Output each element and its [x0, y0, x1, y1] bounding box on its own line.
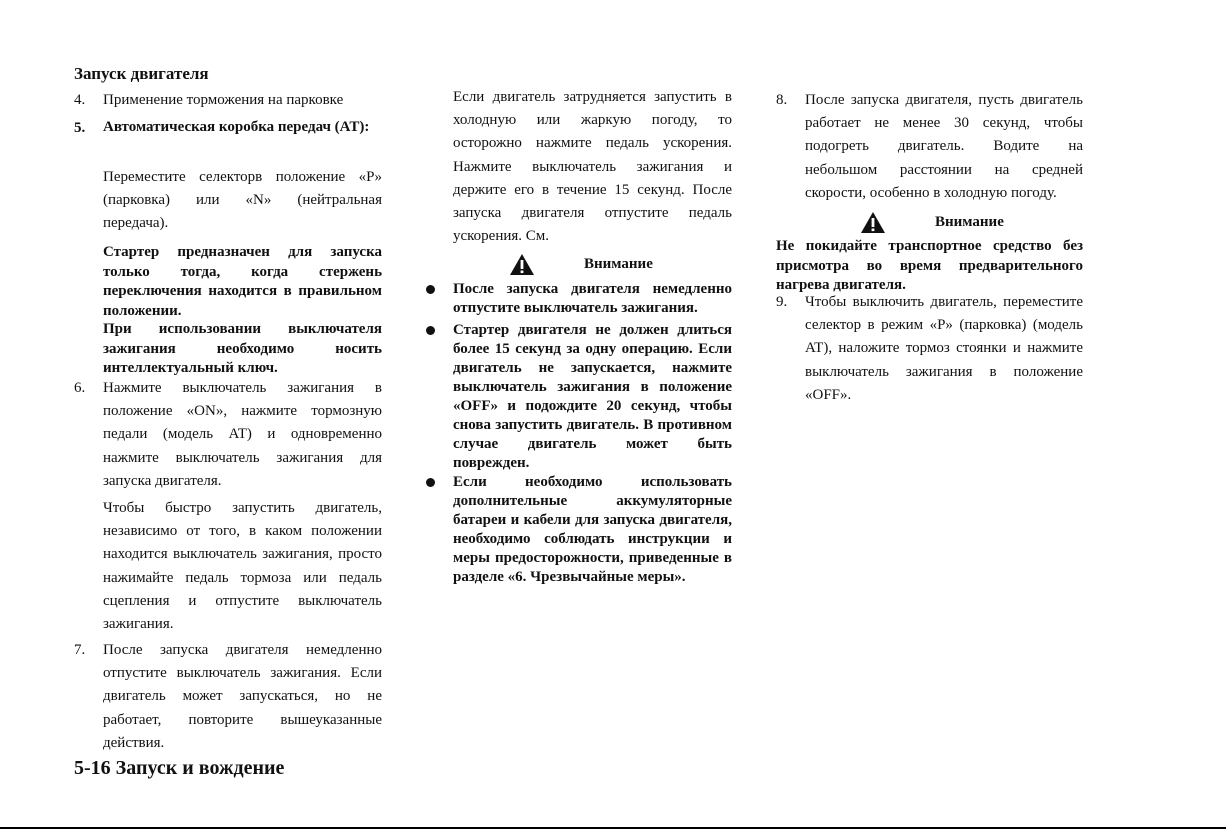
warning-triangle-icon [860, 211, 886, 234]
warning-bullet-1 [425, 280, 732, 318]
list-item-6 [74, 377, 382, 493]
warning-label: Внимание [584, 256, 653, 272]
item-number: 4. [74, 92, 86, 108]
item-text: Применение торможения на парковке [103, 92, 344, 108]
bullet-text: Стартер двигателя не должен длиться более 15 секунд за одну операцию. Если двигатель не запускается, нажмите выключатель зажигания в положение «OFF» и подождите 20 секунд, чтобы снова запустить двигатель. В противном случае двигатель может быть поврежден. [453, 322, 732, 471]
bullet-dot [426, 326, 435, 335]
list-item-9 [776, 291, 1083, 407]
warning-text: Не покидайте транспортное средство без присмотра во время предварительного нагрева двигателя. [776, 238, 1083, 294]
warning-label: Внимание [935, 214, 1004, 230]
warning-heading [425, 253, 732, 277]
item-number: 8. [776, 92, 788, 108]
paragraph-starter-note: Стартер предназначен для запуска только тогда, когда стержень переключения находится в правильном положении. [103, 244, 382, 319]
paragraph-quick-start: Чтобы быстро запустить двигатель, независимо от того, в каком положении находится выключатель зажигания, просто нажимайте педаль тормоза или педаль сцепления и отпустите выключатель зажигания. [103, 500, 382, 633]
warning-heading [776, 211, 1083, 235]
list-item-7 [74, 639, 382, 755]
page-footer: 5-16 Запуск и вождение [74, 757, 285, 779]
item-text: После запуска двигателя немедленно отпустите выключатель зажигания. Если двигатель может запускаться, но не работает, повторите вышеуказанные действия. [103, 642, 382, 751]
list-item-5 [74, 118, 382, 138]
paragraph-selector: Переместите селекторв положение «P» (парковка) или «N» (нейтральная передача). [103, 169, 382, 232]
list-item-8 [776, 89, 1083, 205]
section-title: Запуск двигателя [74, 64, 209, 83]
bullet-text: После запуска двигателя немедленно отпустите выключатель зажигания. [453, 281, 732, 316]
bullet-text: Если необходимо использовать дополнительные аккумуляторные батареи и кабели для запуска двигателя, необходимо соблюдать инструкции и меры предосторожности, приведенные в разделе «6. Чрезвычайные меры». [453, 474, 732, 585]
warning-triangle-icon [509, 253, 535, 276]
item-number: 6. [74, 380, 86, 396]
warning-bullet-3 [425, 473, 732, 587]
item-number: 5. [74, 120, 86, 136]
bullet-dot [426, 478, 435, 487]
warning-bullet-2 [425, 321, 732, 473]
item-number: 9. [776, 294, 788, 310]
paragraph-cold-start: Если двигатель затрудняется запустить в холодную или жаркую погоду, то осторожно нажмите педаль ускорения. Нажмите выключатель зажигания и держите его в течение 15 секунд. После запуска двигателя отпустите педаль ускорения. См. [453, 89, 732, 245]
list-item-4 [74, 89, 382, 112]
bullet-dot [426, 285, 435, 294]
item-text: Чтобы выключить двигатель, переместите селектор в режим «P» (парковка) (модель AT), наложите тормоз стоянки и нажмите выключатель зажигания в положение «OFF». [805, 294, 1083, 403]
item-text: Нажмите выключатель зажигания в положение «ON», нажмите тормозную педали (модель AT) и одновременно нажмите выключатель зажигания для запуска двигателя. [103, 380, 382, 489]
paragraph-smart-key-note: При использовании выключателя зажигания необходимо носить интеллектуальный ключ. [103, 321, 382, 377]
item-number: 7. [74, 642, 86, 658]
item-text: Автоматическая коробка передач (AT): [103, 119, 370, 135]
item-text: После запуска двигателя, пусть двигатель работает не менее 30 секунд, чтобы подогреть двигатель. Водите на небольшом расстоянии на средней скорости, особенно в холодную погоду. [805, 92, 1083, 201]
